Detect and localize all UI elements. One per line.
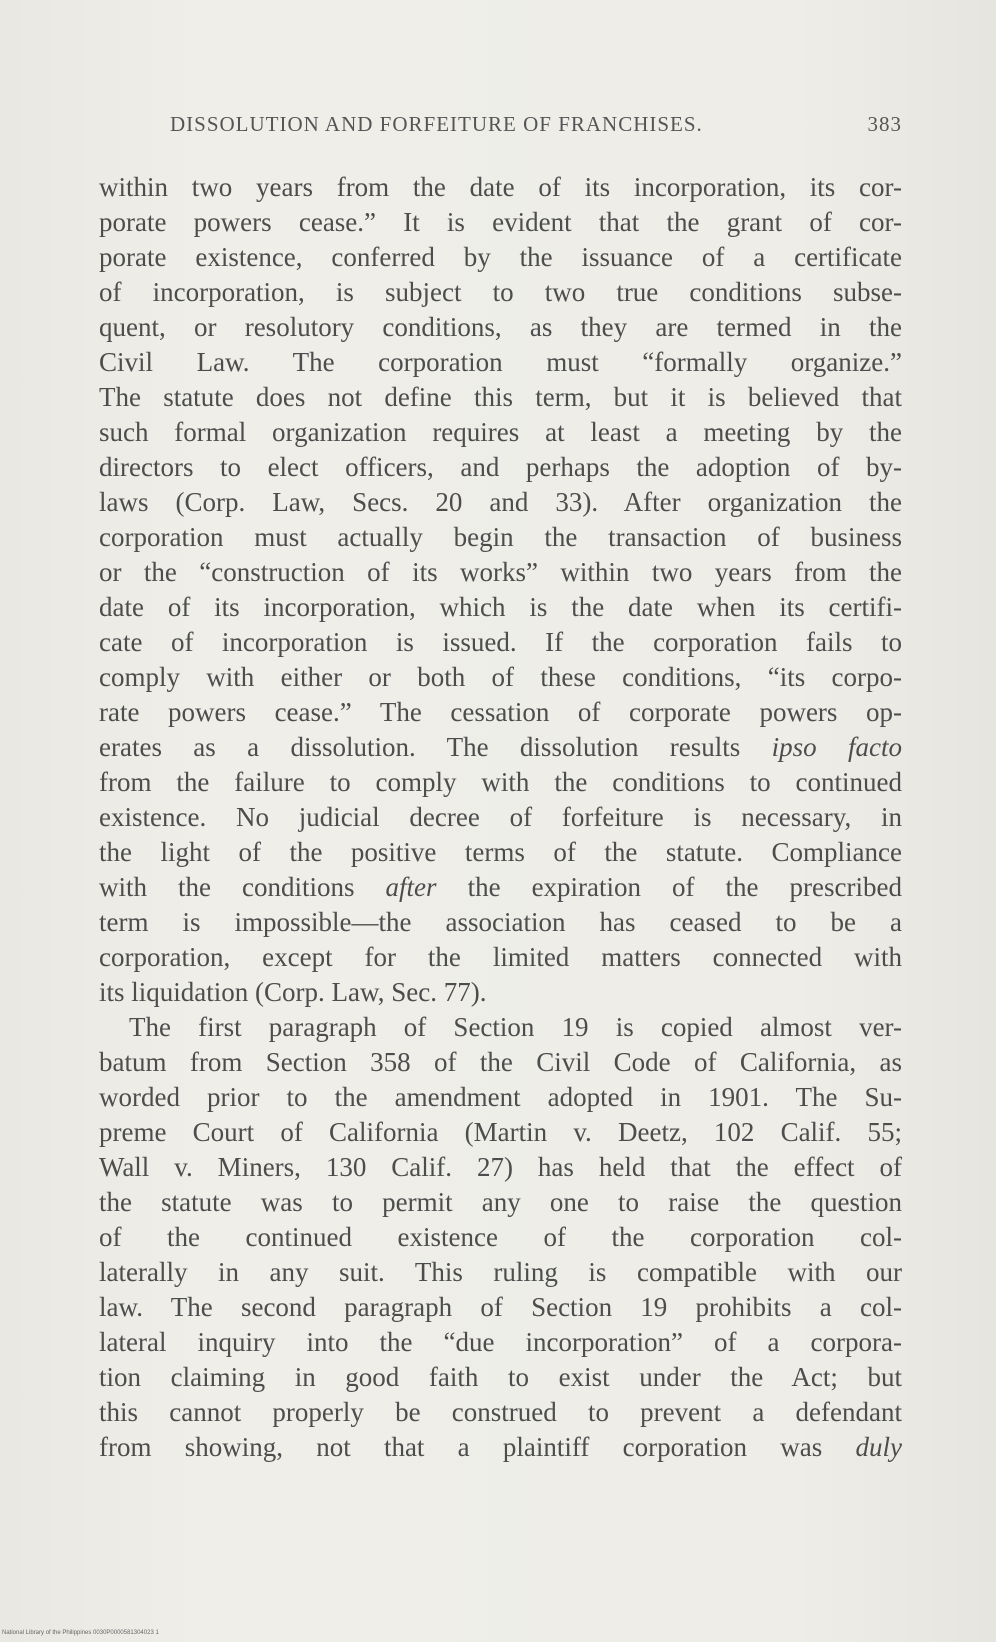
header-title: DISSOLUTION AND FORFEITURE OF FRANCHISES. <box>170 112 703 136</box>
text-line: law. The second paragraph of Section 19 prohibits a col- <box>99 1292 902 1322</box>
text-line: Wall v. Miners, 130 Calif. 27) has held that the effect of <box>99 1152 902 1182</box>
text-line: term is impossible—the association has ceased to be a <box>99 907 902 937</box>
text-line: from showing, not that a plaintiff corporation was duly <box>99 1432 902 1462</box>
text-line: laterally in any suit. This ruling is compatible with our <box>99 1257 902 1287</box>
page-number: 383 <box>867 112 902 136</box>
text-line: lateral inquiry into the “due incorporation” of a corpora- <box>99 1327 902 1357</box>
text-line: the statute was to permit any one to raise the question <box>99 1187 902 1217</box>
text-line: Civil Law. The corporation must “formally organize.” <box>99 347 902 377</box>
text-line: preme Court of California (Martin v. Deetz, 102 Calif. 55; <box>99 1117 902 1147</box>
text-line: laws (Corp. Law, Secs. 20 and 33). After organization the <box>99 487 902 517</box>
text-line: or the “construction of its works” within two years from the <box>99 557 902 587</box>
text-line: erates as a dissolution. The dissolution results ipso facto <box>99 732 902 762</box>
italic-term: duly <box>855 1432 902 1462</box>
running-header <box>170 112 902 148</box>
scan-footer: National Library of the Philippines 0030P0000581304023 1 <box>2 1630 159 1636</box>
text-line: tion claiming in good faith to exist under the Act; but <box>99 1362 902 1392</box>
text-line: directors to elect officers, and perhaps the adoption of by- <box>99 452 902 482</box>
text-line: from the failure to comply with the conditions to continued <box>99 767 902 797</box>
text-line: of the continued existence of the corporation col- <box>99 1222 902 1252</box>
italic-term: after <box>385 872 437 902</box>
text-line: of incorporation, is subject to two true conditions subse- <box>99 277 902 307</box>
text-line: the light of the positive terms of the statute. Compliance <box>99 837 902 867</box>
text-line: corporation, except for the limited matters connected with <box>99 942 902 972</box>
text-line: within two years from the date of its incorporation, its cor- <box>99 172 902 202</box>
text-line: The statute does not define this term, but it is believed that <box>99 382 902 412</box>
italic-term: ipso facto <box>771 732 902 762</box>
text-line: The first paragraph of Section 19 is copied almost ver- <box>129 1012 902 1042</box>
text-line: with the conditions after the expiration of the prescribed <box>99 872 902 902</box>
text-line: date of its incorporation, which is the date when its certifi- <box>99 592 902 622</box>
text-line: corporation must actually begin the transaction of business <box>99 522 902 552</box>
text-line: worded prior to the amendment adopted in 1901. The Su- <box>99 1082 902 1112</box>
text-line: quent, or resolutory conditions, as they are termed in the <box>99 312 902 342</box>
text-line: porate existence, conferred by the issuance of a certificate <box>99 242 902 272</box>
text-line: existence. No judicial decree of forfeiture is necessary, in <box>99 802 902 832</box>
text-line: batum from Section 358 of the Civil Code of California, as <box>99 1047 902 1077</box>
text-line: porate powers cease.” It is evident that the grant of cor- <box>99 207 902 237</box>
text-line: cate of incorporation is issued. If the corporation fails to <box>99 627 902 657</box>
text-line: this cannot properly be construed to prevent a defendant <box>99 1397 902 1427</box>
text-line: its liquidation (Corp. Law, Sec. 77). <box>99 977 487 1007</box>
text-line: rate powers cease.” The cessation of corporate powers op- <box>99 697 902 727</box>
text-line: such formal organization requires at least a meeting by the <box>99 417 902 447</box>
text-line: comply with either or both of these conditions, “its corpo- <box>99 662 902 692</box>
